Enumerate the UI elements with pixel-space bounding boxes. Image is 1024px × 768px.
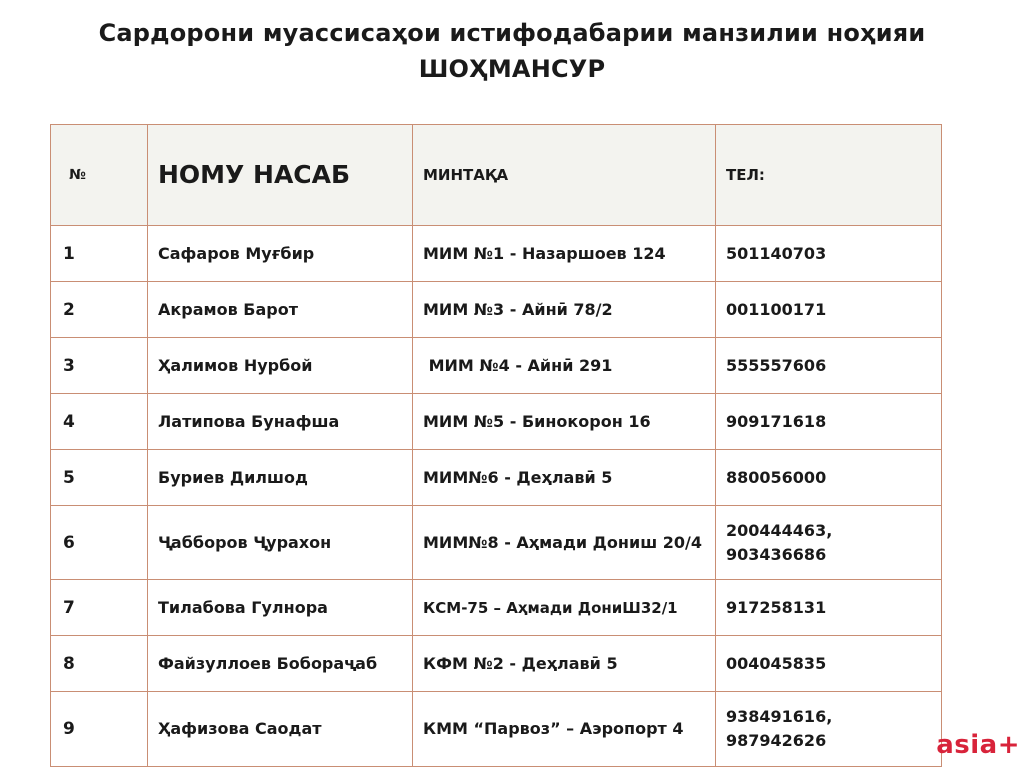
- cell-phone: 555557606: [716, 338, 942, 394]
- cell-region: МИМ №5 - Бинокорон 16: [413, 394, 716, 450]
- asia-plus-logo: asia+: [936, 730, 1020, 760]
- cell-number: 8: [51, 636, 148, 692]
- cell-number: 5: [51, 450, 148, 506]
- cell-name: Сафаров Муғбир: [148, 226, 413, 282]
- directors-table: [50, 124, 942, 767]
- cell-number: 1: [51, 226, 148, 282]
- table-row: [51, 692, 942, 767]
- table-row: [51, 636, 942, 692]
- table-row: [51, 394, 942, 450]
- cell-name: Ҳалимов Нурбой: [148, 338, 413, 394]
- column-header-phone: ТЕЛ:: [716, 125, 942, 226]
- table-row: [51, 580, 942, 636]
- column-header-name: НОМУ НАСАБ: [148, 125, 413, 226]
- table-row: [51, 226, 942, 282]
- page-title: [40, 15, 984, 87]
- cell-phone: 909171618: [716, 394, 942, 450]
- cell-region: КММ “Парвоз” – Аэропорт 4: [413, 692, 716, 767]
- cell-number: 6: [51, 506, 148, 580]
- cell-name: Ҳафизова Саодат: [148, 692, 413, 767]
- table-body: [51, 226, 942, 767]
- cell-phone: 001100171: [716, 282, 942, 338]
- cell-region: МИМ №3 - Айнӣ 78/2: [413, 282, 716, 338]
- cell-region: КФМ №2 - Деҳлавӣ 5: [413, 636, 716, 692]
- cell-region: МИМ №1 - Назаршоев 124: [413, 226, 716, 282]
- cell-phone: 004045835: [716, 636, 942, 692]
- cell-phone: 880056000: [716, 450, 942, 506]
- cell-region: МИМ№8 - Аҳмади Дониш 20/4: [413, 506, 716, 580]
- table-header: [51, 125, 942, 226]
- table-header-row: [51, 125, 942, 226]
- table-row: [51, 282, 942, 338]
- cell-phone: 917258131: [716, 580, 942, 636]
- cell-name: Акрамов Барот: [148, 282, 413, 338]
- cell-name: Буриев Дилшод: [148, 450, 413, 506]
- cell-region: МИМ №4 - Айнӣ 291: [413, 338, 716, 394]
- cell-number: 9: [51, 692, 148, 767]
- cell-name: Файзуллоев Бобораҷаб: [148, 636, 413, 692]
- table-row: [51, 450, 942, 506]
- table-row: [51, 338, 942, 394]
- column-header-number: №: [51, 125, 148, 226]
- page-title-line-1: Сардорони муассисаҳои истифодабарии манзилии ноҳияи: [98, 19, 926, 47]
- cell-name: Латипова Бунафша: [148, 394, 413, 450]
- cell-region: КСМ-75 – Аҳмади ДониШ32/1: [413, 580, 716, 636]
- cell-number: 3: [51, 338, 148, 394]
- cell-number: 2: [51, 282, 148, 338]
- page-title-line-2: ШОҲМАНСУР: [418, 55, 606, 83]
- cell-number: 7: [51, 580, 148, 636]
- table-row: [51, 506, 942, 580]
- cell-phone: 501140703: [716, 226, 942, 282]
- cell-region: МИМ№6 - Деҳлавӣ 5: [413, 450, 716, 506]
- cell-number: 4: [51, 394, 148, 450]
- cell-phone: 200444463, 903436686: [716, 506, 942, 580]
- cell-name: Ҷабборов Ҷурахон: [148, 506, 413, 580]
- cell-name: Тилабова Гулнора: [148, 580, 413, 636]
- cell-phone: 938491616, 987942626: [716, 692, 942, 767]
- column-header-region: МИНТАҚА: [413, 125, 716, 226]
